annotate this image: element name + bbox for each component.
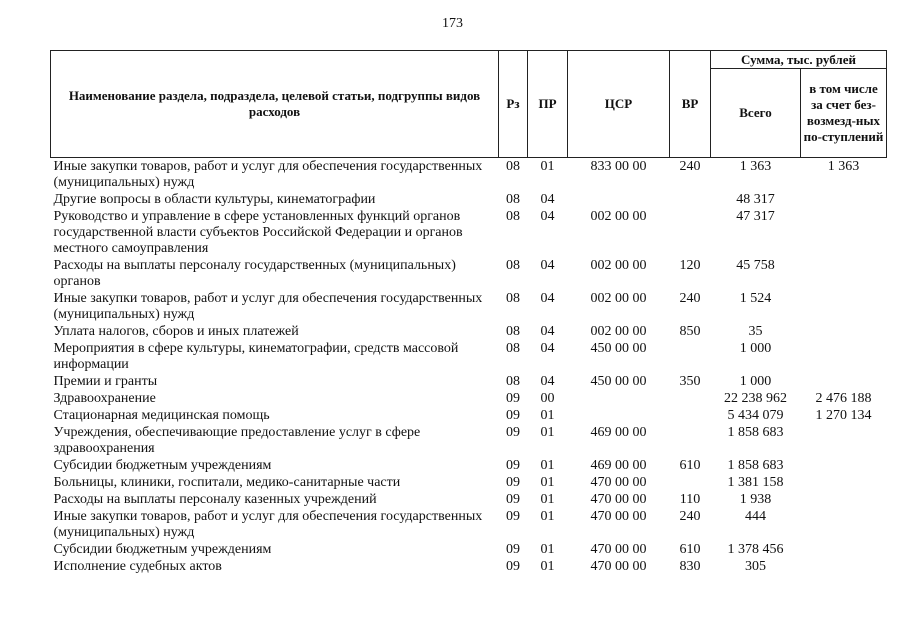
row-rz: 09 — [506, 408, 520, 423]
row-name: Субсидии бюджетным учреждениям — [53, 542, 272, 557]
row-grant — [801, 257, 887, 290]
row-total: 47 317 — [736, 209, 775, 224]
budget-table — [50, 50, 887, 575]
table-row — [51, 290, 887, 323]
header-name: Наименование раздела, подраздела, целевой статьи, подгруппы видов расходов — [51, 51, 499, 158]
row-pr: 01 — [540, 458, 555, 473]
row-vr: 240 — [679, 291, 701, 306]
row-pr: 00 — [540, 391, 555, 406]
row-vr — [670, 390, 711, 407]
row-rz: 08 — [506, 258, 520, 273]
row-rz: 09 — [506, 509, 520, 524]
row-name: Руководство и управление в сфере установленных функций органов государственной власти субъектов Российской Федерации и органов местного самоуправления — [53, 209, 463, 256]
row-name: Иные закупки товаров, работ и услуг для обеспечения государственных (муниципальных) нужд — [53, 291, 483, 322]
row-csr: 470 00 00 — [590, 509, 647, 524]
row-vr — [670, 208, 711, 257]
row-vr: 850 — [679, 324, 701, 339]
header-total: Всего — [711, 69, 801, 158]
row-rz: 09 — [506, 458, 520, 473]
row-total: 1 363 — [739, 159, 772, 174]
row-grant — [801, 340, 887, 373]
row-name: Расходы на выплаты персоналу государственных (муниципальных) органов — [53, 258, 456, 289]
row-grant — [801, 323, 887, 340]
row-pr: 04 — [540, 209, 555, 224]
row-total: 48 317 — [736, 192, 775, 207]
row-vr — [670, 474, 711, 491]
row-rz: 08 — [506, 374, 520, 389]
row-name: Расходы на выплаты персоналу казенных учреждений — [53, 492, 377, 507]
table-row — [51, 541, 887, 558]
row-rz: 08 — [506, 192, 520, 207]
row-pr: 01 — [540, 408, 555, 423]
row-rz: 08 — [506, 209, 520, 224]
row-rz: 09 — [506, 492, 520, 507]
row-csr: 002 00 00 — [590, 209, 647, 224]
row-vr: 120 — [679, 258, 701, 273]
row-csr: 469 00 00 — [590, 425, 647, 440]
table-row — [51, 257, 887, 290]
row-csr: 450 00 00 — [590, 374, 647, 389]
table-row — [51, 340, 887, 373]
row-name: Учреждения, обеспечивающие предоставление услуг в сфере здравоохранения — [53, 425, 421, 456]
row-pr: 01 — [540, 475, 555, 490]
row-grant — [801, 191, 887, 208]
row-grant — [801, 491, 887, 508]
table-row — [51, 407, 887, 424]
row-vr: 610 — [679, 458, 701, 473]
row-total: 1 000 — [739, 341, 772, 356]
row-rz: 09 — [506, 391, 520, 406]
header-rz: Рз — [499, 51, 528, 158]
row-grant — [801, 457, 887, 474]
row-csr: 470 00 00 — [590, 542, 647, 557]
table-row — [51, 457, 887, 474]
table-row — [51, 158, 887, 192]
header-sum: Сумма, тыс. рублей — [711, 51, 887, 69]
table-row — [51, 558, 887, 575]
row-vr: 350 — [679, 374, 701, 389]
table-row — [51, 208, 887, 257]
row-name: Иные закупки товаров, работ и услуг для обеспечения государственных (муниципальных) нужд — [53, 509, 483, 540]
row-pr: 01 — [540, 492, 555, 507]
row-grant — [801, 208, 887, 257]
row-rz: 08 — [506, 324, 520, 339]
table-row — [51, 508, 887, 541]
row-grant — [801, 474, 887, 491]
row-csr: 450 00 00 — [590, 341, 647, 356]
row-name: Субсидии бюджетным учреждениям — [53, 458, 272, 473]
table-body — [51, 158, 887, 576]
row-rz: 09 — [506, 475, 520, 490]
row-grant: 2 476 188 — [815, 391, 872, 406]
row-grant — [801, 373, 887, 390]
row-total: 1 381 158 — [727, 475, 784, 490]
row-grant — [801, 558, 887, 575]
row-pr: 01 — [540, 509, 555, 524]
row-grant: 1 363 — [827, 159, 860, 174]
header-csr: ЦСР — [568, 51, 670, 158]
header-vr: ВР — [670, 51, 711, 158]
row-pr: 04 — [540, 192, 555, 207]
row-total: 35 — [748, 324, 763, 339]
table-row — [51, 390, 887, 407]
row-rz: 08 — [506, 291, 520, 306]
row-pr: 01 — [540, 542, 555, 557]
row-grant: 1 270 134 — [815, 408, 872, 423]
row-name: Мероприятия в сфере культуры, кинематографии, средств массовой информации — [53, 341, 459, 372]
row-csr: 002 00 00 — [590, 324, 647, 339]
row-total: 1 000 — [739, 374, 772, 389]
row-name: Здравоохранение — [53, 391, 156, 406]
row-pr: 04 — [540, 291, 555, 306]
row-name: Исполнение судебных актов — [53, 559, 222, 574]
row-name: Другие вопросы в области культуры, кинематографии — [53, 192, 376, 207]
row-total: 1 938 — [739, 492, 772, 507]
table-header — [51, 51, 887, 158]
row-csr: 002 00 00 — [590, 258, 647, 273]
row-name: Больницы, клиники, госпитали, медико-санитарные части — [53, 475, 401, 490]
row-total: 1 378 456 — [727, 542, 784, 557]
row-name: Иные закупки товаров, работ и услуг для обеспечения государственных (муниципальных) нужд — [53, 159, 483, 190]
table-row — [51, 373, 887, 390]
row-total: 444 — [745, 509, 766, 524]
row-csr: 470 00 00 — [590, 559, 647, 574]
row-csr: 833 00 00 — [590, 159, 647, 174]
row-vr: 610 — [679, 542, 701, 557]
row-pr: 04 — [540, 374, 555, 389]
row-grant — [801, 424, 887, 457]
table-row — [51, 424, 887, 457]
row-csr — [568, 390, 670, 407]
table-row — [51, 474, 887, 491]
row-rz: 08 — [506, 341, 520, 356]
row-csr: 002 00 00 — [590, 291, 647, 306]
row-pr: 04 — [540, 258, 555, 273]
row-vr: 240 — [679, 509, 701, 524]
row-pr: 01 — [540, 159, 555, 174]
row-rz: 09 — [506, 425, 520, 440]
row-name: Уплата налогов, сборов и иных платежей — [53, 324, 299, 339]
row-name: Стационарная медицинская помощь — [53, 408, 270, 423]
row-grant — [801, 290, 887, 323]
row-total: 5 434 079 — [727, 408, 784, 423]
row-pr: 01 — [540, 559, 555, 574]
row-total: 22 238 962 — [724, 391, 787, 406]
row-vr: 110 — [679, 492, 701, 507]
row-vr — [670, 340, 711, 373]
row-csr — [568, 191, 670, 208]
row-pr: 04 — [540, 341, 555, 356]
row-vr — [670, 424, 711, 457]
row-total: 45 758 — [736, 258, 775, 273]
table-row — [51, 191, 887, 208]
row-rz: 09 — [506, 559, 520, 574]
row-grant — [801, 508, 887, 541]
table-row — [51, 323, 887, 340]
row-rz: 09 — [506, 542, 520, 557]
row-vr — [670, 407, 711, 424]
header-grant: в том числе за счет без-возмезд-ных по-ступлений — [801, 69, 887, 158]
budget-table-container — [50, 50, 886, 575]
row-rz: 08 — [506, 159, 520, 174]
row-total: 1 858 683 — [727, 458, 784, 473]
row-total: 1 524 — [739, 291, 772, 306]
row-csr: 469 00 00 — [590, 458, 647, 473]
row-vr — [670, 191, 711, 208]
row-total: 1 858 683 — [727, 425, 784, 440]
header-pr: ПР — [528, 51, 568, 158]
row-csr: 470 00 00 — [590, 475, 647, 490]
row-csr: 470 00 00 — [590, 492, 647, 507]
row-csr — [568, 407, 670, 424]
table-row — [51, 491, 887, 508]
row-name: Премии и гранты — [53, 374, 158, 389]
row-pr: 04 — [540, 324, 555, 339]
row-vr: 830 — [679, 559, 701, 574]
row-grant — [801, 541, 887, 558]
page-number: 173 — [442, 16, 463, 31]
row-pr: 01 — [540, 425, 555, 440]
row-total: 305 — [745, 559, 766, 574]
row-vr: 240 — [679, 159, 701, 174]
